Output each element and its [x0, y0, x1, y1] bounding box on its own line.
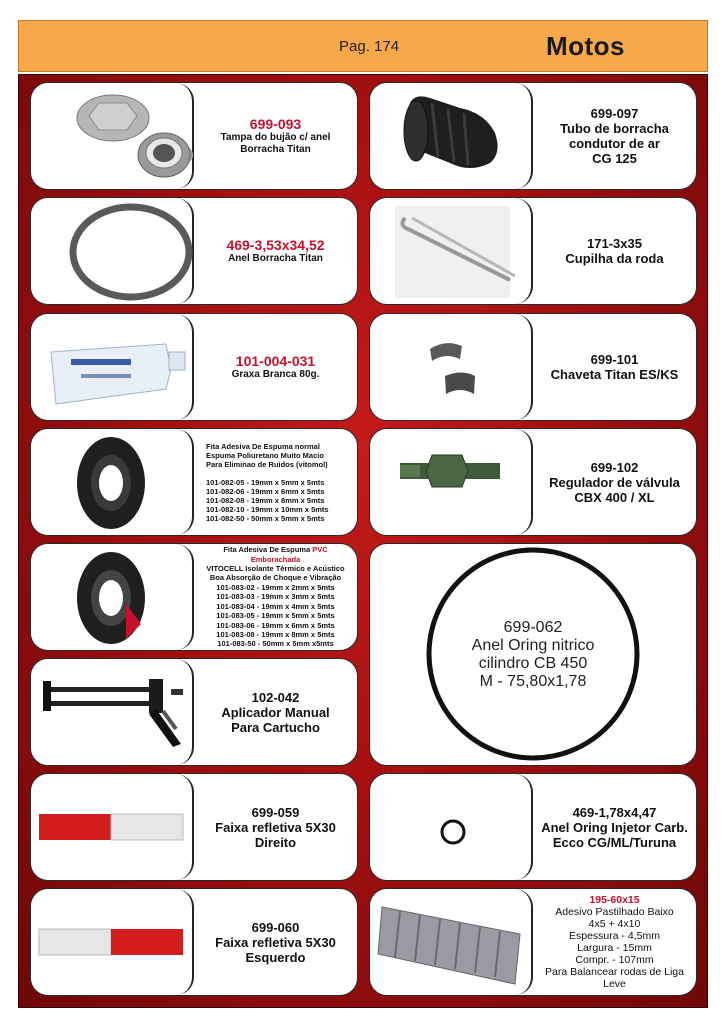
product-code: 101-004-031	[235, 353, 316, 369]
product-spec-row: 101-083-02 - 19mm x 2mm x 5mts	[216, 582, 335, 592]
grease-tube-icon	[31, 314, 194, 421]
page-header	[18, 20, 708, 72]
product-code: 699-059	[251, 804, 300, 820]
product-spec-row: 101-083-06 - 19mm x 6mm x 5mts	[216, 620, 335, 630]
product-card-699-059[interactable]	[30, 773, 358, 881]
rubber-tube-icon	[370, 83, 533, 190]
product-card-699-097[interactable]	[369, 82, 697, 190]
page-title: Motos	[545, 31, 625, 61]
product-spec-row: 101-083-50 - 50mm x 5mm x5mts	[217, 639, 334, 649]
product-image	[31, 544, 194, 650]
product-desc: Largura - 15mm	[577, 942, 652, 954]
cotter-pin-icon	[370, 198, 533, 305]
product-card-101-083[interactable]	[30, 543, 358, 651]
product-desc: Espessura - 4,5mm	[568, 930, 661, 942]
product-desc: Tampa do bujão c/ anel	[220, 132, 331, 143]
product-desc: M - 75,80x1,78	[479, 672, 587, 690]
product-desc: Para Balancear rodas de Liga Leve	[545, 966, 684, 990]
product-card-699-093[interactable]	[30, 82, 358, 190]
wheel-weight-icon	[370, 889, 533, 996]
product-desc: CBX 400 / XL	[574, 489, 655, 505]
product-desc: Faixa refletiva 5X30	[215, 819, 336, 835]
product-desc: Cupilha da roda	[565, 251, 664, 266]
product-image	[31, 774, 194, 880]
product-code: 699-060	[251, 919, 300, 935]
valve-key-icon	[370, 314, 533, 421]
drain-plug-icon	[31, 83, 194, 190]
caulk-gun-icon	[31, 659, 194, 766]
product-image	[31, 889, 194, 995]
product-desc: Anel Oring Injetor Carb.	[541, 819, 688, 835]
product-image	[31, 659, 194, 765]
product-code: 699-101	[590, 352, 639, 367]
product-desc: Para Cartucho	[231, 719, 320, 735]
product-card-469-3-53[interactable]	[30, 197, 358, 305]
product-card-102-042[interactable]	[30, 658, 358, 766]
product-desc: Ecco CG/ML/Turuna	[552, 834, 677, 850]
product-image	[31, 198, 194, 304]
valve-regulator-icon	[370, 429, 533, 536]
product-desc: Anel Oring nitrico	[471, 636, 595, 654]
product-spec-row: 101-082-10 - 19mm x 10mm x 5mts	[206, 504, 329, 514]
product-desc: Direito	[254, 834, 297, 850]
product-desc: Espuma Poliuretano Muito Macio	[206, 450, 324, 460]
product-desc: Para Eliminao de Ruidos (vitomol)	[206, 459, 328, 469]
product-desc: VITOCELL Isolante Térmico e Acústico	[206, 564, 345, 574]
product-desc: Borracha Titan	[240, 144, 311, 155]
product-spec-row: 101-083-08 - 19mm x 8mm x 5mts	[216, 629, 335, 639]
foam-tape-roll-icon	[31, 429, 194, 536]
page-number: Pag. 174	[339, 38, 400, 55]
product-desc: 4x5 + 4x10	[588, 918, 641, 930]
product-desc: Tubo de borracha	[560, 121, 669, 136]
product-spec-row: 101-083-05 - 19mm x 5mm x 5mts	[216, 611, 335, 621]
product-spec-row: 101-082-06 - 19mm x 6mm x 5mts	[206, 486, 325, 496]
product-desc: Faixa refletiva 5X30	[215, 934, 336, 950]
product-desc: cilindro CB 450	[478, 654, 588, 672]
product-image	[370, 774, 533, 880]
product-desc: Aplicador Manual	[221, 704, 330, 720]
product-card-699-060[interactable]	[30, 888, 358, 996]
product-desc: Chaveta Titan ES/KS	[550, 367, 679, 382]
product-card-469-1-78[interactable]	[369, 773, 697, 881]
product-image	[31, 314, 194, 420]
product-spec-row: 101-082-05 - 19mm x 5mm x 5mts	[206, 477, 325, 487]
product-code: 102-042	[251, 689, 300, 705]
product-card-699-101[interactable]	[369, 313, 697, 421]
product-code: 699-097	[590, 106, 639, 121]
reflective-strip-right-icon	[31, 774, 194, 881]
product-desc-part: Fita Adesiva De Espuma	[223, 545, 313, 555]
product-image	[370, 314, 533, 420]
product-image	[370, 429, 533, 535]
product-image	[370, 83, 533, 189]
product-code: 469-1,78x4,47	[572, 804, 657, 820]
product-code: 195-60x15	[589, 894, 640, 906]
product-spec-row: 101-082-50 - 50mm x 5mm x 5mts	[206, 513, 325, 523]
product-code: 171-3x35	[587, 236, 642, 251]
product-desc: condutor de ar	[568, 136, 660, 151]
small-o-ring-icon	[370, 774, 533, 881]
product-image	[31, 83, 194, 189]
product-card-699-062[interactable]	[369, 543, 697, 766]
product-desc: Graxa Branca 80g.	[231, 369, 320, 380]
product-spec-row: 101-083-03 - 19mm x 3mm x 5mts	[216, 592, 335, 602]
product-code: 699-093	[249, 116, 302, 132]
product-code: 699-102	[590, 459, 639, 475]
o-ring-icon	[31, 198, 194, 305]
product-image	[370, 198, 533, 304]
product-desc: Anel Borracha Titan	[228, 253, 323, 264]
product-desc: Esquerdo	[245, 949, 306, 965]
product-code: 699-062	[503, 618, 563, 636]
product-card-195-60x15[interactable]	[369, 888, 697, 996]
product-desc	[200, 545, 351, 564]
product-card-101-082[interactable]	[30, 428, 358, 536]
reflective-strip-left-icon	[31, 889, 194, 996]
product-card-171-3x35[interactable]	[369, 197, 697, 305]
product-desc: Regulador de válvula	[549, 474, 680, 490]
product-image	[370, 889, 533, 995]
product-card-101-004-031[interactable]	[30, 313, 358, 421]
product-spec-row: 101-083-04 - 19mm x 4mm x 5mts	[216, 601, 335, 611]
product-code: 469-3,53x34,52	[226, 237, 325, 253]
product-spec-row: 101-082-08 - 19mm x 8mm x 5mts	[206, 495, 325, 505]
product-desc: Adesivo Pastilhado Baixo	[555, 906, 674, 918]
product-desc: CG 125	[592, 151, 637, 166]
product-desc-highlight: PVC Emborachada	[250, 545, 328, 564]
product-image	[31, 429, 194, 535]
product-card-699-102[interactable]	[369, 428, 697, 536]
product-desc: Boa Absorção de Choque e Vibração	[209, 573, 342, 583]
product-desc: Compr. - 107mm	[575, 954, 654, 966]
product-desc: Fita Adesiva De Espuma normal	[206, 441, 320, 451]
pvc-tape-roll-icon	[31, 544, 194, 651]
